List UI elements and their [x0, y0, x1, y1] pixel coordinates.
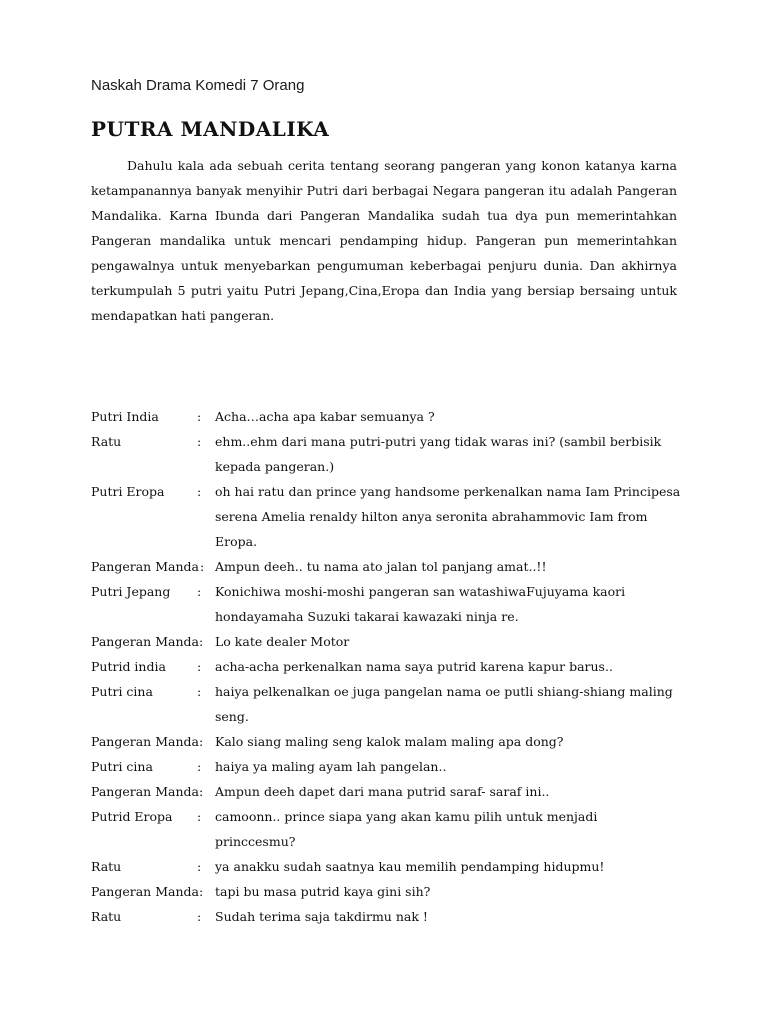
speaker-separator: :	[200, 559, 205, 574]
dialogue-line	[91, 554, 681, 579]
dialogue-line	[91, 629, 681, 654]
speaker-name: Putrid Eropa	[91, 809, 173, 824]
dialogue-line	[91, 854, 681, 879]
speaker-name: Putri India	[91, 409, 159, 424]
dialogue-text: Ampun deeh.. tu nama ato jalan tol panjang amat..!!	[215, 559, 547, 574]
intro-paragraph: Dahulu kala ada sebuah cerita tentang seorang pangeran yang konon katanya karna ketampanannya banyak menyihir Putri dari berbagai Negara pangeran itu adalah Pangeran Mandalika. Karna Ibunda dari Pangeran Mandalika sudah tua dya pun memerintahkan Pangeran mandalika untuk mencari pendamping hidup. Pangeran pun memerintahkan pengawalnya untuk menyebarkan pengumuman keberbagai penjuru dunia. Dan akhirnya terkumpulah 5 putri yaitu Putri Jepang,Cina,Eropa dan India yang bersiap bersaing untuk mendapatkan hati pangeran.	[91, 158, 677, 323]
dialogue-line	[91, 654, 681, 679]
speaker-name: Pangeran Manda:	[91, 634, 204, 649]
dialogue-line	[91, 779, 681, 804]
page-title: PUTRA MANDALIKA	[91, 117, 330, 141]
dialogue-text: camoonn.. prince siapa yang akan kamu pilih untuk menjadi princcesmu?	[215, 809, 598, 849]
dialogue-text: acha-acha perkenalkan nama saya putrid karena kapur barus..	[215, 659, 613, 674]
speaker-separator: :	[197, 759, 202, 774]
dialogue-line	[91, 754, 681, 779]
dialogue-text: ehm..ehm dari mana putri-putri yang tidak waras ini? (sambil berbisik kepada pangeran.)	[215, 434, 662, 474]
dialogue-line	[91, 479, 681, 554]
dialogue-text: ya anakku sudah saatnya kau memilih pendamping hidupmu!	[215, 859, 605, 874]
speaker-separator: :	[197, 409, 202, 424]
dialogue-line	[91, 804, 681, 854]
dialogue-text: Acha…acha apa kabar semuanya ?	[215, 409, 435, 424]
speaker-name: Pangeran Manda	[91, 559, 199, 574]
speaker-separator: :	[197, 859, 202, 874]
dialogue-line	[91, 879, 681, 904]
dialogue-line	[91, 429, 681, 479]
dialogue-text: Sudah terima saja takdirmu nak !	[215, 909, 428, 924]
dialogue-list	[91, 404, 681, 929]
speaker-separator: :	[197, 659, 202, 674]
speaker-name: Putri Jepang	[91, 584, 171, 599]
dialogue-line	[91, 729, 681, 754]
speaker-name: Putri cina	[91, 684, 153, 699]
dialogue-text: Kalo siang maling seng kalok malam maling apa dong?	[215, 734, 564, 749]
speaker-separator: :	[197, 584, 202, 599]
dialogue-text: haiya ya maling ayam lah pangelan..	[215, 759, 447, 774]
speaker-name: Ratu	[91, 434, 122, 449]
dialogue-line	[91, 579, 681, 629]
document-header: Naskah Drama Komedi 7 Orang	[91, 77, 305, 94]
dialogue-text: Konichiwa moshi-moshi pangeran san watashiwaFujuyama kaori hondayamaha Suzuki takarai kawazaki ninja re.	[215, 584, 626, 624]
speaker-name: Putri Eropa	[91, 484, 165, 499]
speaker-name: Ratu	[91, 859, 122, 874]
speaker-separator: :	[197, 809, 202, 824]
speaker-name: Pangeran Manda:	[91, 784, 204, 799]
dialogue-text: Lo kate dealer Motor	[215, 634, 350, 649]
dialogue-text: haiya pelkenalkan oe juga pangelan nama oe putli shiang-shiang maling seng.	[215, 684, 673, 724]
speaker-separator: :	[197, 484, 202, 499]
speaker-name: Putri cina	[91, 759, 153, 774]
dialogue-text: Ampun deeh dapet dari mana putrid saraf- saraf ini..	[215, 784, 550, 799]
dialogue-line	[91, 404, 681, 429]
speaker-separator: :	[197, 684, 202, 699]
speaker-name: Putrid india	[91, 659, 166, 674]
speaker-separator: :	[197, 909, 202, 924]
dialogue-line	[91, 904, 681, 929]
dialogue-text: tapi bu masa putrid kaya gini sih?	[215, 884, 431, 899]
speaker-name: Pangeran Manda:	[91, 884, 204, 899]
speaker-name: Pangeran Manda:	[91, 734, 204, 749]
speaker-name: Ratu	[91, 909, 122, 924]
speaker-separator: :	[197, 434, 202, 449]
dialogue-line	[91, 679, 681, 729]
dialogue-text: oh hai ratu dan prince yang handsome perkenalkan nama Iam Principesa serena Amelia renaldy hilton anya seronita abrahammovic Iam from Eropa.	[215, 484, 681, 549]
